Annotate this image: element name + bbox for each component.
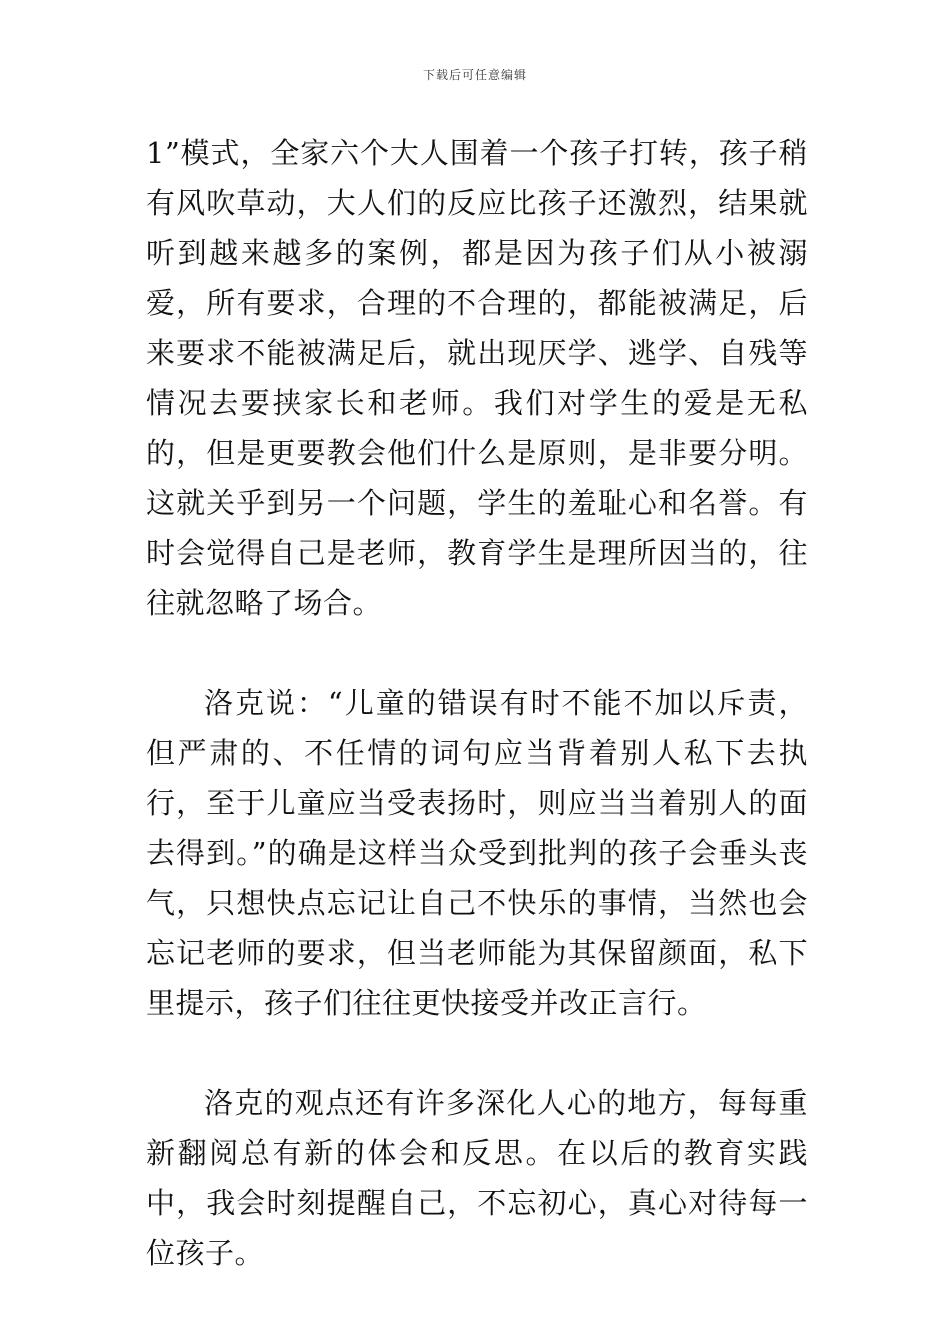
header-note: 下载后可任意编辑	[422, 68, 527, 82]
paragraph-3: 洛克的观点还有许多深化人心的地方，每每重新翻阅总有新的体会和反思。在以后的教育实践中，我会时刻提醒自己，不忘初心，真心对待每一位孩子。	[146, 1086, 808, 1270]
paragraph-2: 洛克说：“儿童的错误有时不能不加以斥责，但严肃的、不任情的词句应当背着别人私下去执行，至于儿童应当受表扬时，则应当当着别人的面去得到。”的确是这样当众受到批判的孩子会垂头丧气，只想快点忘记让自己不快乐的事情，当然也会忘记老师的要求，但当老师能为其保留颜面，私下里提示，孩子们往往更快接受并改正言行。	[146, 686, 808, 1020]
paragraph-1: 1”模式，全家六个大人围着一个孩子打转，孩子稍有风吹草动，大人们的反应比孩子还激烈，结果就听到越来越多的案例，都是因为孩子们从小被溺爱，所有要求，合理的不合理的，都能被满足，后来要求不能被满足后，就出现厌学、逃学、自残等情况去要挟家长和老师。我们对学生的爱是无私的，但是更要教会他们什么是原则，是非要分明。这就关乎到另一个问题，学生的羞耻心和名誉。有时会觉得自己是老师，教育学生是理所因当的，往往就忽略了场合。	[146, 136, 808, 620]
document-body	[146, 128, 808, 1278]
